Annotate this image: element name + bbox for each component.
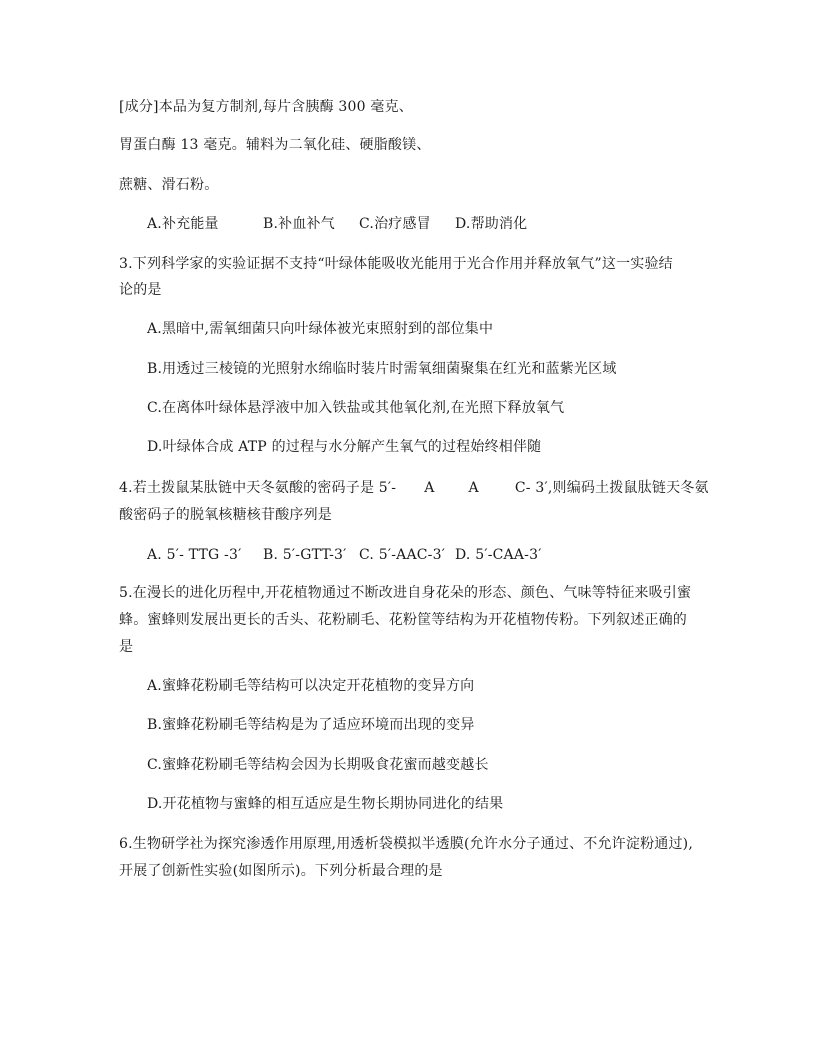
q4-option-a: A. 5′- TTG -3′ [147, 547, 242, 563]
q4-stem-part-b: A [424, 480, 435, 496]
q5-option-a: A.蜜蜂花粉刷毛等结构可以决定开花植物的变异方向 [147, 678, 475, 694]
q5-option-d: D.开花植物与蜜蜂的相互适应是生物长期协同进化的结果 [147, 796, 504, 812]
q3-option-c: C.在离体叶绿体悬浮液中加入铁盐或其他氧化剂,在光照下释放氧气 [147, 400, 565, 416]
q2-option-a: A.补充能量 [147, 216, 219, 232]
q4-stem-line-2: 酸密码子的脱氧核糖核苷酸序列是 [119, 507, 332, 523]
q4-options [147, 546, 542, 564]
q5-stem-line-3: 是 [119, 639, 134, 655]
intro-line-3: 蔗糖、滑石粉。 [119, 177, 219, 193]
q4-stem-line-1 [119, 479, 709, 497]
q4-stem-part-a: 4.若土拨鼠某肽链中天冬氨酸的密码子是 5′- [119, 480, 397, 496]
intro-line-2: 胃蛋白酶 13 毫克。辅料为二氧化硅、硬脂酸镁、 [119, 137, 431, 153]
q4-stem-part-c: A [468, 480, 479, 496]
q4-option-d: D. 5′-CAA-3′ [455, 547, 542, 563]
q2-option-d: D.帮助消化 [455, 216, 528, 232]
q5-stem-line-2: 蜂。蜜蜂则发展出更长的舌头、花粉刷毛、花粉筐等结构为开花植物传粉。下列叙述正确的 [119, 612, 687, 628]
q3-option-d: D.叶绿体合成 ATP 的过程与水分解产生氧气的过程始终相伴随 [147, 439, 542, 455]
q6-stem-line-1: 6.生物研学社为探究渗透作用原理,用透析袋模拟半透膜(允许水分子通过、不允许淀粉通过), [119, 836, 693, 852]
q2-option-c: C.治疗感冒 [359, 216, 431, 232]
intro-line-1: [成分]本品为复方制剂,每片含胰酶 300 毫克、 [119, 99, 413, 115]
q5-option-c: C.蜜蜂花粉刷毛等结构会因为长期吸食花蜜而越变越长 [147, 757, 489, 773]
q2-option-b: B.补血补气 [263, 216, 335, 232]
q3-option-a: A.黑暗中,需氧细菌只向叶绿体被光束照射到的部位集中 [147, 321, 494, 337]
q3-stem-line-2: 论的是 [119, 282, 162, 298]
q3-stem-line-1: 3.下列科学家的实验证据不支持“叶绿体能吸收光能用于光合作用并释放氧气”这一实验结 [119, 256, 673, 272]
q2-options [147, 215, 527, 233]
q6-stem-line-2: 开展了创新性实验(如图所示)。下列分析最合理的是 [119, 863, 443, 879]
q4-option-b: B. 5′-GTT-3′ [263, 547, 347, 563]
q5-stem-line-1: 5.在漫长的进化历程中,开花植物通过不断改进自身花朵的形态、颜色、气味等特征来吸引蜜 [119, 585, 692, 601]
q5-option-b: B.蜜蜂花粉刷毛等结构是为了适应环境而出现的变异 [147, 717, 475, 733]
q3-option-b: B.用透过三棱镜的光照射水绵临时装片时需氧细菌聚集在红光和蓝紫光区域 [147, 361, 617, 377]
q4-stem-part-d: C- 3′,则编码土拨鼠肽链天冬氨 [514, 480, 709, 496]
q4-option-c: C. 5′-AAC-3′ [359, 547, 446, 563]
